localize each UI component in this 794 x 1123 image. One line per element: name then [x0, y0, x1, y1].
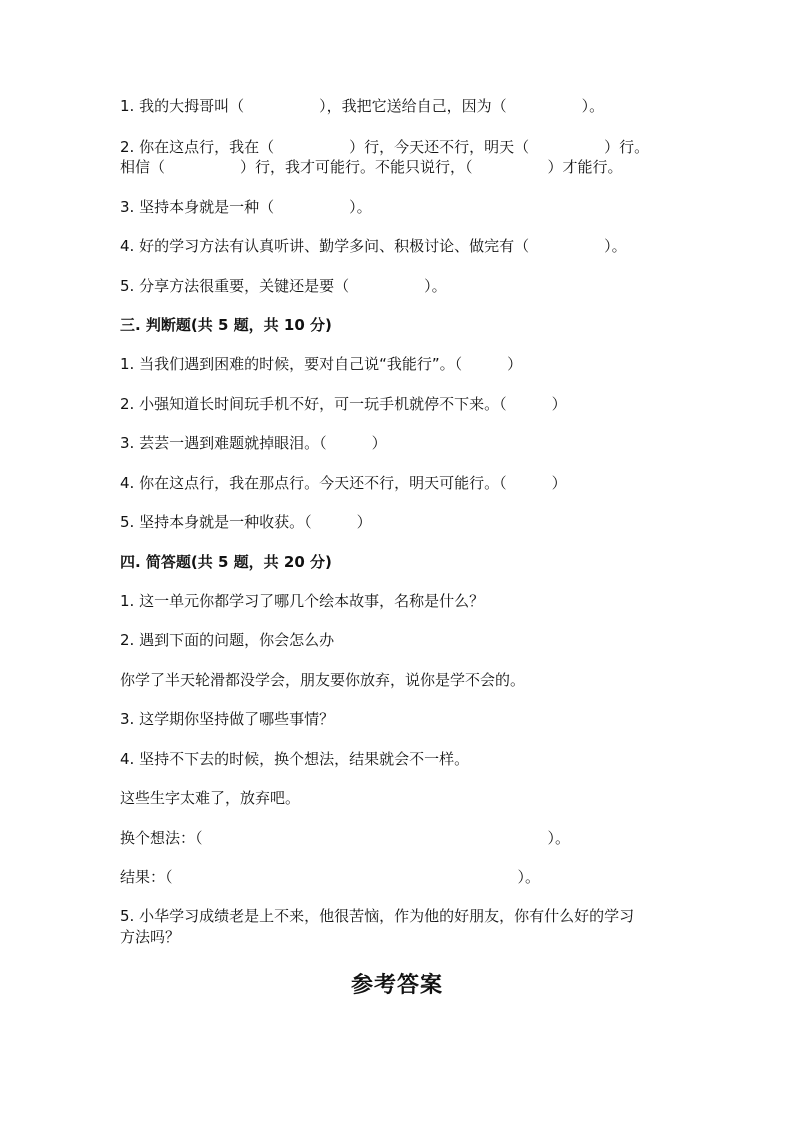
true-false-item-5: 5. 坚持本身就是一种收获。（ ） — [120, 513, 372, 531]
short-answer-line-1: 1. 这一单元你都学习了哪几个绘本故事，名称是什么？ — [120, 592, 485, 610]
short-answer-line-4: 3. 这学期你坚持做了哪些事情？ — [120, 710, 335, 728]
fill-blank-1: 1. 我的大拇哥叫（ ），我把它送给自己，因为（ ）。 — [120, 97, 605, 115]
fill-blank-4: 4. 好的学习方法有认真听讲、勤学多问、积极讨论、做完有（ ）。 — [120, 237, 627, 255]
short-answer-line-3: 你学了半天轮滑都没学会，朋友要你放弃，说你是学不会的。 — [120, 671, 526, 689]
true-false-item-4: 4. 你在这点行，我在那点行。今天还不行，明天可能行。（ ） — [120, 474, 567, 492]
answer-key-title: 参考答案 — [350, 972, 443, 998]
short-answer-line-9: 5. 小华学习成绩老是上不来，他很苦恼，作为他的好朋友，你有什么好的学习 — [120, 907, 635, 925]
section-heading-short-answer: 四. 简答题(共 5 题，共 20 分) — [120, 553, 332, 571]
fill-blank-3: 3. 坚持本身就是一种（ ）。 — [120, 198, 372, 216]
true-false-item-2: 2. 小强知道长时间玩手机不好，可一玩手机就停不下来。（ ） — [120, 395, 567, 413]
fill-blank-2-line-2: 相信（ ）行，我才可能行。不能只说行，（ ）才能行。 — [120, 158, 623, 176]
true-false-item-1: 1. 当我们遇到困难的时候，要对自己说“我能行”。（ ） — [120, 355, 523, 373]
short-answer-line-7: 换个想法：（ ）。 — [120, 829, 571, 847]
section-heading-true-false: 三. 判断题(共 5 题，共 10 分) — [120, 316, 332, 334]
short-answer-line-5: 4. 坚持不下去的时候，换个想法，结果就会不一样。 — [120, 750, 470, 768]
short-answer-line-10: 方法吗？ — [120, 928, 181, 946]
short-answer-line-6: 这些生字太难了，放弃吧。 — [120, 789, 301, 807]
true-false-item-3: 3. 芸芸一遇到难题就掉眼泪。（ ） — [120, 434, 387, 452]
short-answer-line-2: 2. 遇到下面的问题，你会怎么办 — [120, 631, 335, 649]
fill-blank-2-line-1: 2. 你在这点行，我在（ ）行，今天还不行，明天（ ）行。 — [120, 138, 650, 156]
short-answer-line-8: 结果：（ ）。 — [120, 868, 541, 886]
fill-blank-5: 5. 分享方法很重要，关键还是要（ ）。 — [120, 277, 447, 295]
